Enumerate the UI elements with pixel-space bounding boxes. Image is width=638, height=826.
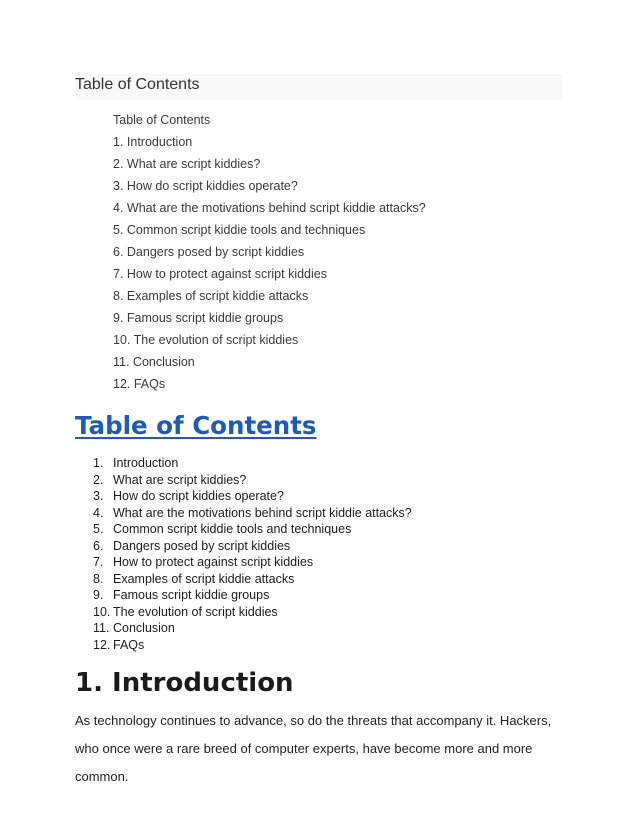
- toc-box-item[interactable]: 5. Common script kiddie tools and techniques: [113, 223, 366, 237]
- list-item-text: Famous script kiddie groups: [113, 588, 270, 602]
- toc-box-item[interactable]: 12. FAQs: [113, 377, 166, 391]
- toc-box-list: [113, 112, 426, 398]
- list-item-number: 10.: [93, 604, 111, 619]
- list-item-number: 8.: [93, 571, 104, 586]
- list-item-text: Dangers posed by script kiddies: [113, 538, 291, 553]
- list-item-number: 3.: [93, 489, 104, 503]
- list-item-number: 6.: [93, 538, 104, 553]
- list-item-text: What are script kiddies?: [113, 472, 247, 487]
- intro-paragraph: As technology continues to advance, so do the threats that accompany it. Hackers, who once were a rare breed of computer experts, have become more and more common.: [75, 713, 552, 784]
- list-item-text: Examples of script kiddie attacks: [113, 571, 295, 586]
- list-item-number: 12.: [93, 637, 111, 652]
- list-item-number: 11.: [93, 621, 110, 635]
- toc-box-item[interactable]: 3. How do script kiddies operate?: [113, 179, 298, 193]
- list-item-number: 2.: [93, 472, 104, 487]
- list-item-number: 4.: [93, 505, 104, 520]
- section-heading-introduction: 1. Introduction: [75, 668, 294, 698]
- list-item-text: Conclusion: [113, 621, 175, 635]
- list-item-number: 9.: [93, 588, 104, 602]
- toc-banner: [75, 74, 562, 100]
- toc-box-item[interactable]: 4. What are the motivations behind script kiddie attacks?: [113, 201, 426, 215]
- list-item-number: 1.: [93, 456, 104, 470]
- toc-box-item[interactable]: 2. What are script kiddies?: [113, 157, 261, 171]
- toc-box-item[interactable]: 10. The evolution of script kiddies: [113, 333, 299, 347]
- list-item-text: The evolution of script kiddies: [113, 604, 278, 619]
- list-item-text: What are the motivations behind script kiddie attacks?: [113, 505, 412, 520]
- toc-box-title: Table of Contents: [113, 113, 211, 127]
- toc-box-item[interactable]: 6. Dangers posed by script kiddies: [113, 245, 305, 259]
- toc-heading-link[interactable]: Table of Contents: [75, 411, 317, 440]
- list-item-text: How do script kiddies operate?: [113, 489, 284, 503]
- list-item-number: 5.: [93, 522, 104, 536]
- toc-box-item[interactable]: 7. How to protect against script kiddies: [113, 267, 327, 281]
- list-item-text: FAQs: [113, 637, 145, 652]
- list-item-text: Common script kiddie tools and techniques: [113, 522, 352, 536]
- list-item-text: How to protect against script kiddies: [113, 555, 314, 569]
- toc-box-item[interactable]: 11. Conclusion: [113, 355, 195, 369]
- toc-heading: [75, 408, 317, 444]
- list-item-number: 7.: [93, 555, 104, 569]
- toc-banner-title: Table of Contents: [75, 76, 200, 93]
- toc-box-item[interactable]: 1. Introduction: [113, 135, 193, 149]
- list-item-text: Introduction: [113, 456, 179, 470]
- toc-box-item[interactable]: 8. Examples of script kiddie attacks: [113, 289, 309, 303]
- toc-box-item[interactable]: 9. Famous script kiddie groups: [113, 311, 284, 325]
